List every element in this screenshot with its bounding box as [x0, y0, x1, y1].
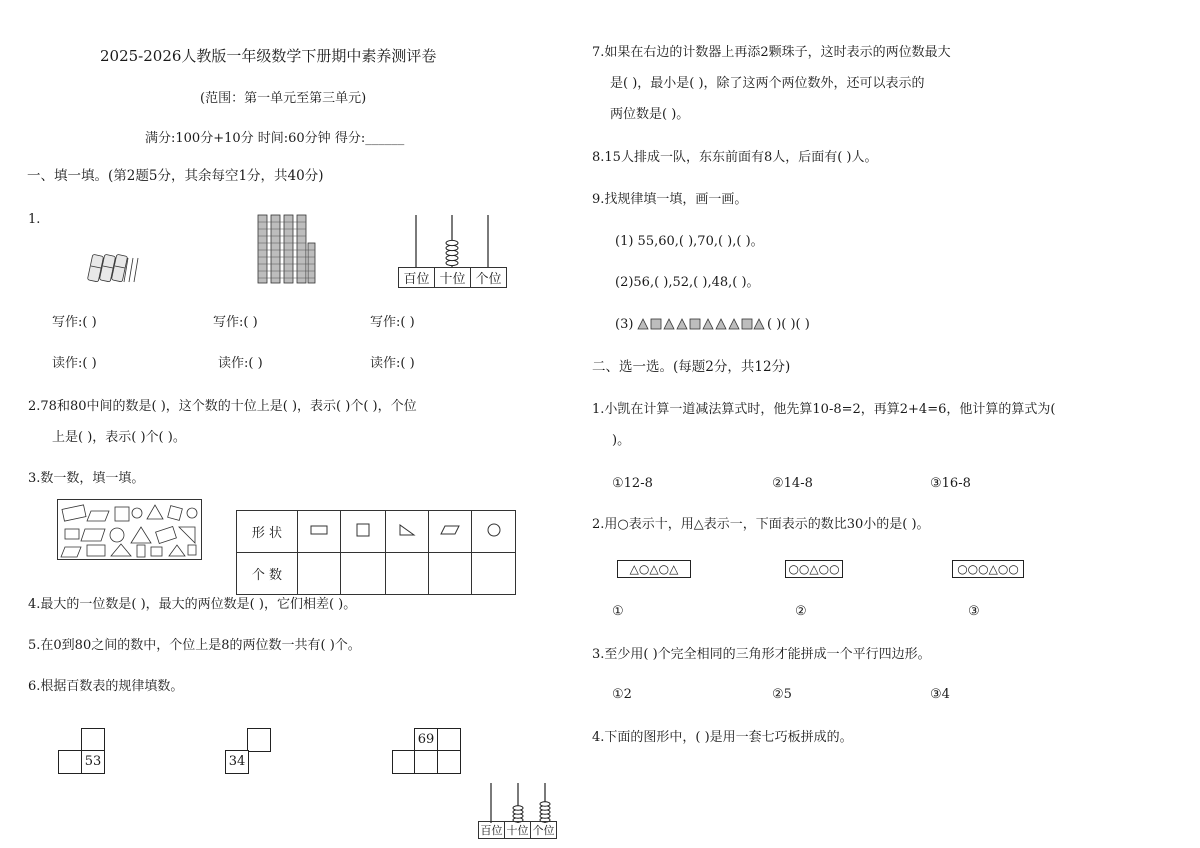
c2-option-1[interactable]: ①	[612, 604, 624, 619]
count-cell[interactable]	[386, 553, 429, 595]
q7-line2: 是( )，最小是( )，除了这两个两位数外，还可以表示的	[610, 76, 925, 91]
shape-square-cell	[341, 511, 386, 553]
shape-parallelogram-cell	[429, 511, 472, 553]
q9-sub3-prefix: (3)	[615, 317, 634, 332]
grid-cell	[81, 728, 105, 752]
place-hundreds: 百位	[479, 822, 505, 839]
shape-triangle-cell	[386, 511, 429, 553]
score-line: 满分:100分+10分 时间:60分钟 得分:______	[145, 131, 405, 146]
abacus-q7	[478, 783, 558, 823]
count-row-label: 个 数	[237, 553, 298, 595]
c4-text: 4.下面的图形中，( )是用一套七巧板拼成的。	[592, 730, 853, 745]
section1-heading: 一、填一填。(第2题5分，其余每空1分，共40分)	[27, 168, 324, 184]
circle-shape-icon	[486, 522, 502, 538]
place-ones: 个位	[471, 268, 507, 288]
count-cell[interactable]	[341, 553, 386, 595]
c3-option-1[interactable]: ①2	[612, 687, 632, 702]
stick-bundles-image	[88, 252, 148, 284]
q7-line3: 两位数是( )。	[610, 107, 690, 122]
q3-text: 3.数一数，填一填。	[28, 471, 145, 486]
q1-read-2[interactable]: 读作:( )	[218, 356, 263, 371]
q1-read-1[interactable]: 读作:( )	[52, 356, 97, 371]
c2-option-2[interactable]: ②	[795, 604, 807, 619]
q1-number: 1.	[28, 212, 41, 227]
scope-line: (范围：第一单元至第三单元)	[200, 91, 367, 106]
q1-write-1[interactable]: 写作:( )	[52, 315, 97, 330]
q9-text: 9.找规律填一填，画一画。	[592, 192, 748, 207]
q1-read-3[interactable]: 读作:( )	[370, 356, 415, 371]
page-title: 2025-2026人教版一年级数学下册期中素养测评卷	[100, 47, 437, 65]
q5-text: 5.在0到80之间的数中，个位上是8的两位数一共有( )个。	[28, 638, 361, 653]
shape-row-label: 形 状	[237, 511, 298, 553]
c1-option-1[interactable]: ①12-8	[612, 476, 653, 491]
c2-box-1: △○△○△	[617, 560, 691, 578]
parallelogram-shape-icon	[439, 524, 461, 536]
place-tens: 十位	[505, 822, 531, 839]
grid-cell-value: 69	[414, 728, 438, 752]
c2-text: 2.用○表示十，用△表示一，下面表示的数比30小的是( )。	[592, 517, 930, 532]
grid-cell[interactable]	[392, 750, 416, 774]
c3-option-2[interactable]: ②5	[772, 687, 792, 702]
q8-text: 8.15人排成一队，东东前面有8人，后面有( )人。	[592, 150, 878, 165]
place-ones: 个位	[531, 822, 557, 839]
q2-line1: 2.78和80中间的数是( )，这个数的十位上是( )，表示( )个( )，个位	[28, 399, 417, 414]
triangle-shape-icon	[398, 523, 416, 537]
q2-line2: 上是( )，表示( )个( )。	[52, 430, 186, 445]
q1-write-3[interactable]: 写作:( )	[370, 315, 415, 330]
q1-write-2[interactable]: 写作:( )	[213, 315, 258, 330]
place-tens: 十位	[435, 268, 471, 288]
q3-count-table	[236, 510, 516, 595]
square-shape-icon	[356, 523, 370, 537]
cube-columns-image	[255, 213, 317, 285]
c3-text: 3.至少用( )个完全相同的三角形才能拼成一个平行四边形。	[592, 647, 931, 662]
q9-sub1: (1) 55,60,( ),70,( ),( )。	[615, 234, 764, 249]
q9-pattern-shapes	[637, 317, 765, 331]
c1-option-2[interactable]: ②14-8	[772, 476, 813, 491]
section2-heading: 二、选一选。(每题2分，共12分)	[592, 359, 791, 375]
count-cell[interactable]	[429, 553, 472, 595]
c2-option-3[interactable]: ③	[968, 604, 980, 619]
c2-box-3: ○○○△○○	[952, 560, 1024, 578]
c1-line1: 1.小凯在计算一道减法算式时，他先算10-8=2，再算2+4=6，他计算的算式为(	[592, 402, 1056, 417]
count-cell[interactable]	[472, 553, 516, 595]
c1-option-3[interactable]: ③16-8	[930, 476, 971, 491]
q9-sub3-blanks[interactable]: ( )( )( )	[767, 317, 810, 332]
c1-line2: )。	[612, 433, 631, 448]
c3-option-3[interactable]: ③4	[930, 687, 950, 702]
shape-circle-cell	[472, 511, 516, 553]
abacus-q1-label-table	[398, 267, 507, 288]
q7-line1: 7.如果在右边的计数器上再添2颗珠子，这时表示的两位数最大	[592, 45, 951, 60]
q9-sub2: (2)56,( ),52,( ),48,( )。	[615, 275, 760, 290]
c2-box-2: ○○△○○	[785, 560, 843, 578]
shapes-figure	[57, 499, 203, 561]
count-cell[interactable]	[298, 553, 341, 595]
rectangle-shape-icon	[310, 524, 328, 536]
abacus-q7-label-table	[478, 821, 557, 839]
q6-text: 6.根据百数表的规律填数。	[28, 679, 184, 694]
grid-cell[interactable]	[247, 728, 271, 752]
grid-cell-value: 53	[81, 750, 105, 774]
grid-cell[interactable]	[58, 750, 82, 774]
grid-cell-value: 34	[225, 750, 249, 774]
place-hundreds: 百位	[399, 268, 435, 288]
shape-rect-cell	[298, 511, 341, 553]
grid-cell[interactable]	[414, 750, 438, 774]
q4-text: 4.最大的一位数是( )，最大的两位数是( )，它们相差( )。	[28, 597, 357, 612]
grid-cell[interactable]	[437, 728, 461, 752]
grid-cell[interactable]	[437, 750, 461, 774]
